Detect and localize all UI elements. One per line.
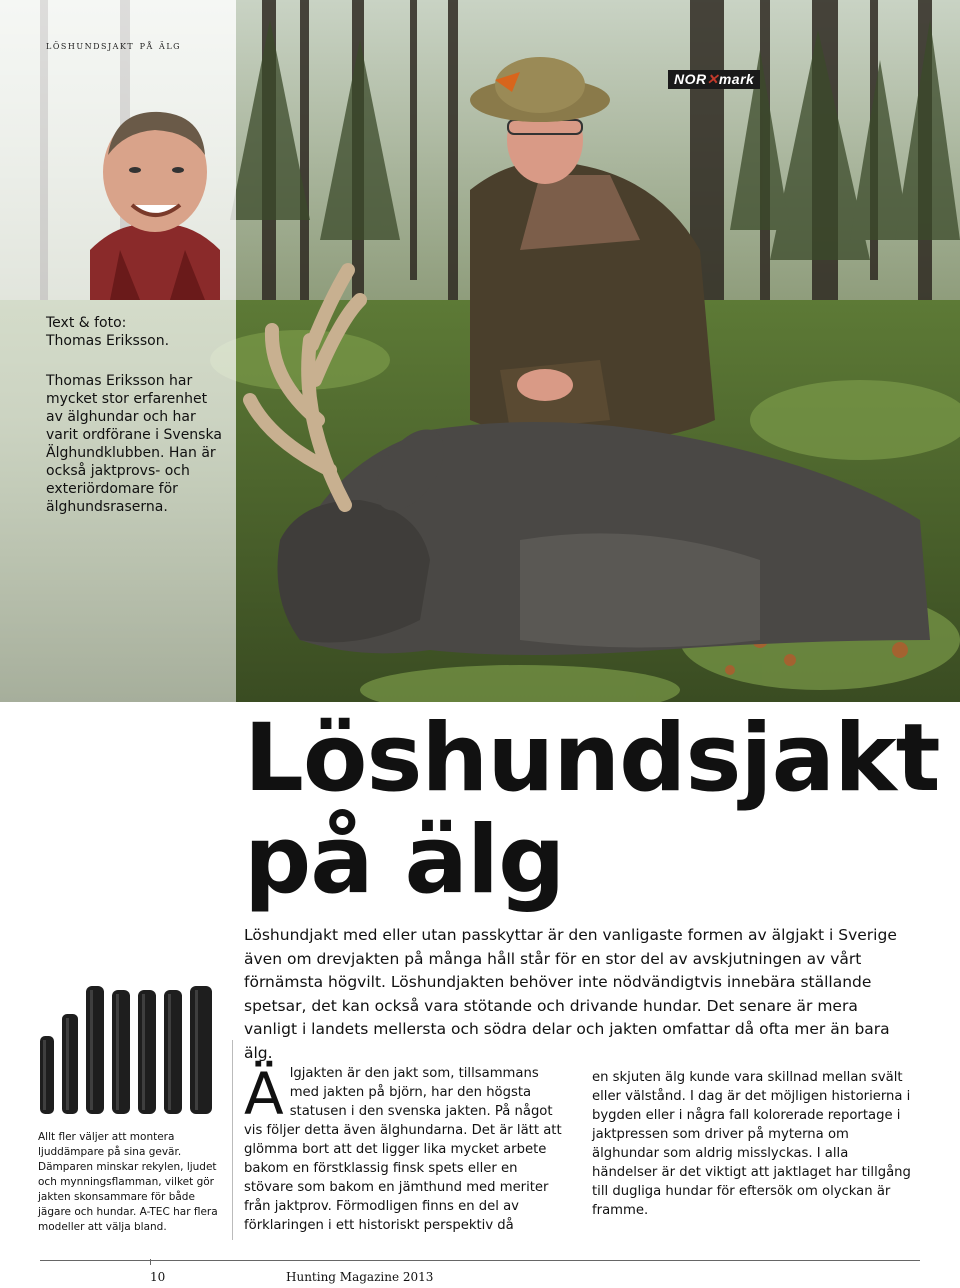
product-caption: Allt fler väljer att montera ljuddämpare på sina gevär. Dämparen minskar rekylen, ljudet och mynningsflamman, vilket gör jakten skonsammare för både jägare och hundar. A-TEC har flera modeller att välja bland. — [38, 1131, 218, 1233]
body-column-1 — [244, 1060, 562, 1235]
article-lead: Löshundjakt med eller utan passkyttar är den vanligaste formen av älgjakt i Sverige även om drevjakten på många håll står för en stor del av avskjutningen av vårt förnämsta högvilt. Löshundjakten behöver inte nödvändigtvis innebära ställande spetsar, det kan också vara stötande och drivande hundar. Det senare är mera vanligt i landets mellersta och södra delar och jakten omfattar då ofta mer än bara älg. — [244, 926, 897, 1062]
column-1-text: lgjakten är den jakt som, tillsammans med jakten på björn, har den högsta statusen i den svenska jakten. På något vis följer detta även älghundarna. Det är lätt att glömma bort att det ligger lika mycket arbete bakom en förstklassig finsk spets eller en stövare som bakom en jämthund med meriter från jaktprov. Förmodligen finns en del av förklaringen i ett historiskt perspektiv då — [244, 1066, 562, 1233]
logo-right-text: mark — [718, 71, 755, 87]
footer-rule — [40, 1260, 920, 1261]
author-portrait — [90, 100, 220, 300]
section-label: löshundsjakt på älg — [46, 38, 182, 52]
author-bio: Thomas Eriksson har mycket stor erfarenhet av älghundar och har varit ordförane i Svenska Älghundklubben. Han är också jaktprovs- och exteriördomare för älghundsraserna. — [46, 373, 222, 515]
dropcap: Ä — [244, 1060, 284, 1128]
title-line-2: på älg — [244, 806, 565, 915]
silencers-illustration — [36, 984, 228, 1116]
column-divider — [232, 1040, 233, 1240]
page-number: 10 — [150, 1270, 166, 1284]
article-title — [244, 704, 940, 915]
author-credit — [46, 314, 226, 350]
logo-mark: ✕ — [706, 71, 719, 87]
silencer-product-image — [36, 984, 228, 1116]
magazine-issue: Hunting Magazine 2013 — [286, 1270, 434, 1284]
normark-logo — [668, 70, 760, 89]
credit-line-1: Text & foto: — [46, 315, 127, 331]
author-portrait-image — [90, 100, 220, 300]
title-line-1: Löshundsjakt — [244, 704, 940, 813]
credit-line-2: Thomas Eriksson. — [46, 333, 170, 349]
footer-tick — [150, 1259, 151, 1265]
body-column-2: en skjuten älg kunde vara skillnad mellan svält eller välstånd. I dag är det möjligen historierna i bygden eller i några fall kolorerade reportage i jaktpressen som driver på myterna om älghundar som aldrig misslyckas. I alla händelser är det viktigt att jaktlaget har tillgång till dugliga hundar för eftersök om olyckan är framme. — [592, 1070, 911, 1218]
logo-left-text: NOR — [674, 71, 707, 87]
